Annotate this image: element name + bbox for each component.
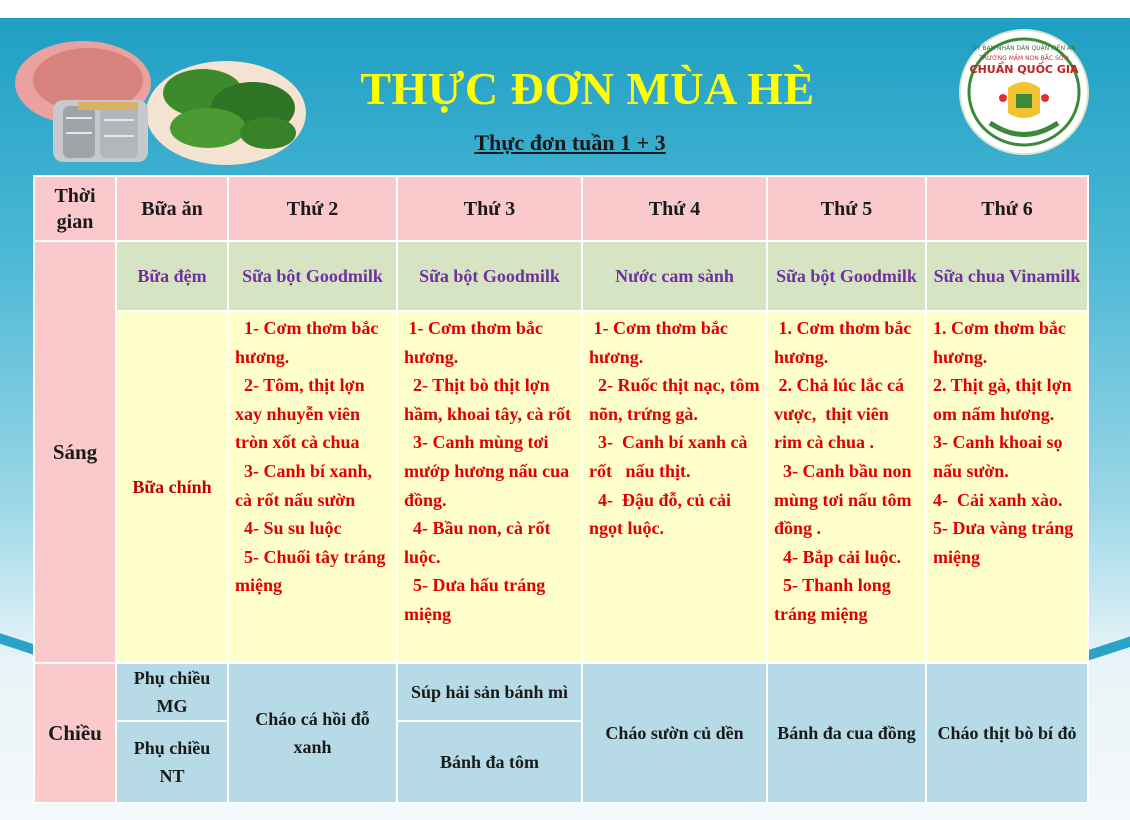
header-meal: Bữa ăn [116, 176, 228, 241]
morning-snack-row [34, 241, 1088, 311]
afternoon-monday: Cháo cá hồi đỗ xanh [228, 663, 397, 803]
logo-school-name: TRƯỜNG MẦM NON BẮC SƠN [979, 55, 1069, 62]
afternoon-mg-label: Phụ chiều MG [116, 663, 228, 721]
header-friday: Thứ 6 [926, 176, 1088, 241]
snack-thursday: Sữa bột Goodmilk [767, 241, 926, 311]
snack-tuesday: Sữa bột Goodmilk [397, 241, 582, 311]
snack-monday: Sữa bột Goodmilk [228, 241, 397, 311]
afternoon-thursday: Bánh đa cua đồng [767, 663, 926, 803]
header-monday: Thứ 2 [228, 176, 397, 241]
afternoon-tuesday-mg: Súp hải sản bánh mì [397, 663, 582, 721]
main-meal-monday: 1- Cơm thơm bắc hương. 2- Tôm, thịt lợn xay nhuyễn viên tròn xốt cà chua 3- Canh bí xanh, cà rốt nấu sườn 4- Su su luộc 5- Chuối tây tráng miệng [235, 318, 386, 596]
afternoon-session-label: Chiều [34, 663, 116, 803]
header-wednesday: Thứ 4 [582, 176, 767, 241]
header-thursday: Thứ 5 [767, 176, 926, 241]
header-row [34, 176, 1088, 241]
snack-friday: Sữa chua Vinamilk [926, 241, 1088, 311]
snack-wednesday: Nước cam sành [582, 241, 767, 311]
header-time: Thời gian [34, 176, 116, 241]
morning-main-row [34, 311, 1088, 663]
main-meal-label: Bữa chính [116, 311, 228, 663]
main-meal-thursday: 1. Cơm thơm bắc hương. 2. Chả lúc lắc cá vược, thịt viên rim cà chua . 3- Canh bầu non mùng tơi nấu tôm đồng . 4- Bắp cải luộc. 5- Thanh long tráng miệng [774, 318, 912, 624]
school-logo [958, 28, 1090, 156]
afternoon-wednesday: Cháo sườn củ dền [582, 663, 767, 803]
main-meal-friday: 1. Cơm thơm bắc hương. 2. Thịt gà, thịt lợn om nấm hương. 3- Canh khoai sọ nấu sườn. 4- Cải xanh xào. 5- Dưa vàng tráng miệng [933, 318, 1074, 567]
afternoon-nt-label: Phụ chiều NT [116, 721, 228, 803]
page-title: THỰC ĐƠN MÙA HÈ [360, 63, 815, 114]
morning-session-label: Sáng [34, 241, 116, 663]
snack-label: Bữa đệm [116, 241, 228, 311]
afternoon-friday: Cháo thịt bò bí đỏ [926, 663, 1088, 803]
page-subtitle: Thực đơn tuần 1 + 3 [474, 130, 666, 155]
food-illustration [8, 28, 308, 168]
header-tuesday: Thứ 3 [397, 176, 582, 241]
main-meal-tuesday: 1- Cơm thơm bắc hương. 2- Thịt bò thịt lợn hầm, khoai tây, cà rốt 3- Canh mùng tơi mướp hương nấu cua đồng. 4- Bầu non, cà rốt luộc. 5- Dưa hấu tráng miệng [404, 318, 572, 624]
afternoon-tuesday-nt: Bánh đa tôm [397, 721, 582, 803]
logo-badge-text: CHUẨN QUỐC GIA [969, 63, 1079, 76]
logo-top-text: ỦY BAN NHÂN DÂN QUẬN KIẾN AN [972, 45, 1076, 52]
menu-table [33, 175, 1089, 804]
afternoon-mg-row [34, 663, 1088, 721]
main-meal-wednesday: 1- Cơm thơm bắc hương. 2- Ruốc thịt nạc, tôm nõn, trứng gà. 3- Canh bí xanh cà rốt nấu thịt. 4- Đậu đỗ, củ cải ngọt luộc. [589, 318, 760, 539]
